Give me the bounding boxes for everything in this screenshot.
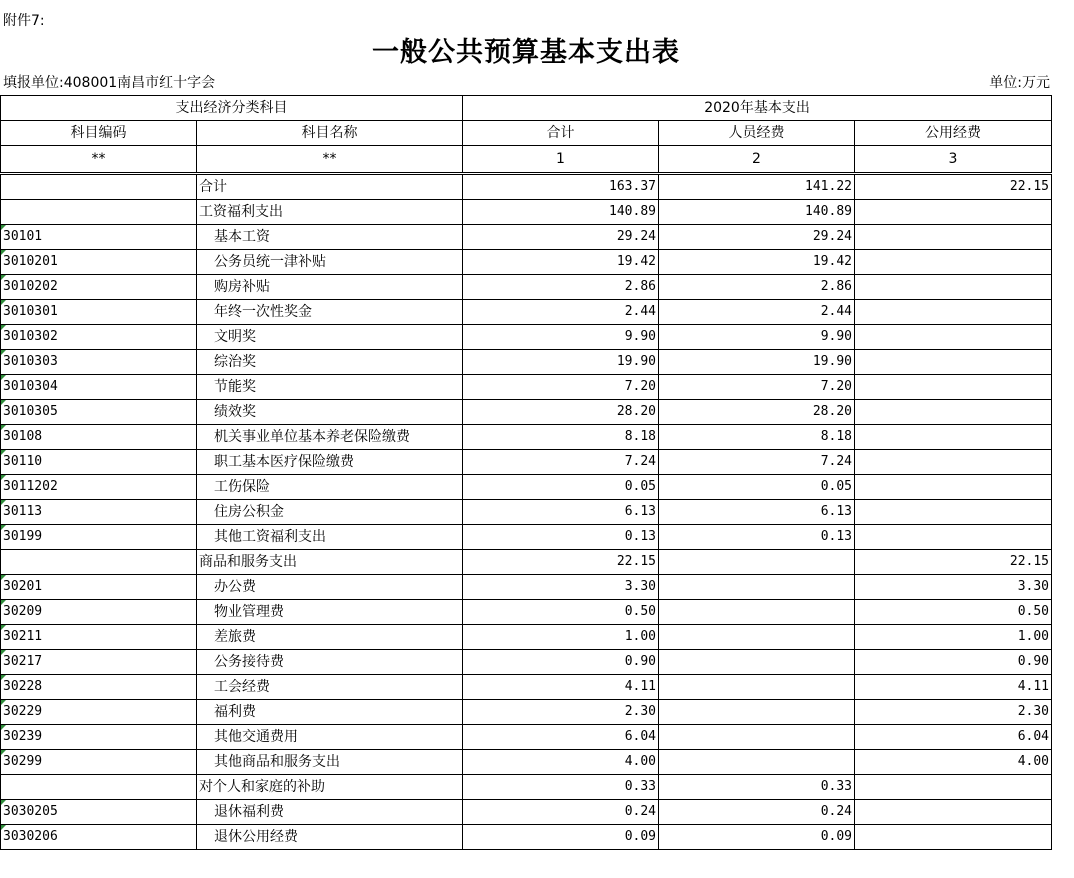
marker-total: 1 [463,146,659,173]
row-code [1,775,197,800]
row-code: 3010201 [1,250,197,275]
row-name: 商品和服务支出 [197,550,463,575]
row-personnel [659,550,855,575]
row-public [855,525,1052,550]
row-total: 0.90 [463,650,659,675]
row-public [855,775,1052,800]
row-name: 合计 [197,175,463,200]
row-total: 8.18 [463,425,659,450]
row-name: 绩效奖 [197,400,463,425]
row-personnel: 0.24 [659,800,855,825]
row-personnel [659,575,855,600]
row-personnel: 9.90 [659,325,855,350]
row-name: 基本工资 [197,225,463,250]
row-name: 公务员统一津补贴 [197,250,463,275]
header-col-personnel: 人员经费 [659,121,855,146]
table-row [1,625,1052,650]
row-code: 3010305 [1,400,197,425]
row-total: 0.09 [463,825,659,850]
row-personnel: 8.18 [659,425,855,450]
row-code [1,175,197,200]
row-personnel [659,650,855,675]
table-row [1,175,1052,200]
row-personnel: 2.44 [659,300,855,325]
row-personnel: 0.13 [659,525,855,550]
row-total: 7.24 [463,450,659,475]
row-personnel: 0.05 [659,475,855,500]
row-name: 其他工资福利支出 [197,525,463,550]
row-personnel: 141.22 [659,175,855,200]
row-personnel [659,750,855,775]
row-total: 3.30 [463,575,659,600]
row-code: 30108 [1,425,197,450]
row-total: 2.30 [463,700,659,725]
row-public [855,425,1052,450]
row-name: 工伤保险 [197,475,463,500]
row-total: 19.90 [463,350,659,375]
row-name: 福利费 [197,700,463,725]
row-total: 1.00 [463,625,659,650]
header-group-right: 2020年基本支出 [463,96,1052,121]
row-code: 30199 [1,525,197,550]
row-name: 对个人和家庭的补助 [197,775,463,800]
row-name: 工会经费 [197,675,463,700]
row-public [855,500,1052,525]
row-code: 30211 [1,625,197,650]
row-public: 2.30 [855,700,1052,725]
table-row [1,775,1052,800]
row-total: 163.37 [463,175,659,200]
marker-code: ** [1,146,197,173]
row-code: 30113 [1,500,197,525]
header-column-row [1,121,1052,146]
header-marker-row [1,146,1052,173]
row-code: 3010302 [1,325,197,350]
reporting-unit: 填报单位:408001南昌市红十字会 [3,75,216,91]
row-code: 3010303 [1,350,197,375]
row-total: 0.24 [463,800,659,825]
table-row [1,225,1052,250]
table-row [1,550,1052,575]
row-name: 退休福利费 [197,800,463,825]
row-total: 2.44 [463,300,659,325]
row-name: 其他交通费用 [197,725,463,750]
table-row [1,675,1052,700]
marker-personnel: 2 [659,146,855,173]
row-public: 22.15 [855,175,1052,200]
row-name: 住房公积金 [197,500,463,525]
row-name: 其他商品和服务支出 [197,750,463,775]
row-name: 文明奖 [197,325,463,350]
header-col-name: 科目名称 [197,121,463,146]
table-row [1,825,1052,850]
table-row [1,800,1052,825]
header-col-code: 科目编码 [1,121,197,146]
row-public: 22.15 [855,550,1052,575]
row-personnel: 29.24 [659,225,855,250]
row-code: 30228 [1,675,197,700]
row-personnel: 7.20 [659,375,855,400]
row-personnel: 19.90 [659,350,855,375]
marker-name: ** [197,146,463,173]
row-name: 购房补贴 [197,275,463,300]
row-code: 30299 [1,750,197,775]
row-personnel [659,600,855,625]
row-public [855,200,1052,225]
row-public [855,250,1052,275]
table-row [1,725,1052,750]
header-col-total: 合计 [463,121,659,146]
table-row [1,400,1052,425]
row-public [855,275,1052,300]
row-code: 30110 [1,450,197,475]
row-total: 0.33 [463,775,659,800]
row-personnel: 19.42 [659,250,855,275]
row-total: 6.04 [463,725,659,750]
row-public [855,350,1052,375]
row-total: 9.90 [463,325,659,350]
row-public [855,800,1052,825]
row-personnel [659,700,855,725]
table-row [1,525,1052,550]
row-total: 4.00 [463,750,659,775]
row-code: 30209 [1,600,197,625]
table-row [1,425,1052,450]
row-total: 28.20 [463,400,659,425]
row-personnel: 140.89 [659,200,855,225]
row-public [855,825,1052,850]
row-total: 4.11 [463,675,659,700]
row-code: 3010202 [1,275,197,300]
row-total: 22.15 [463,550,659,575]
row-total: 0.13 [463,525,659,550]
row-public: 6.04 [855,725,1052,750]
table-row [1,650,1052,675]
table-row [1,300,1052,325]
row-name: 年终一次性奖金 [197,300,463,325]
row-name: 物业管理费 [197,600,463,625]
table-row [1,200,1052,225]
table-row [1,750,1052,775]
row-total: 0.50 [463,600,659,625]
row-public: 1.00 [855,625,1052,650]
table-row [1,700,1052,725]
row-total: 7.20 [463,375,659,400]
row-total: 6.13 [463,500,659,525]
row-code: 3010304 [1,375,197,400]
row-personnel: 7.24 [659,450,855,475]
row-public [855,375,1052,400]
currency-unit: 单位:万元 [989,75,1050,91]
row-personnel: 0.33 [659,775,855,800]
header-group-left: 支出经济分类科目 [1,96,463,121]
row-name: 综治奖 [197,350,463,375]
marker-public: 3 [855,146,1052,173]
row-code: 30239 [1,725,197,750]
row-public [855,225,1052,250]
row-code: 3011202 [1,475,197,500]
page-title: 一般公共预算基本支出表 [372,37,680,68]
row-name: 机关事业单位基本养老保险缴费 [197,425,463,450]
row-personnel [659,675,855,700]
row-public: 0.90 [855,650,1052,675]
table-row [1,250,1052,275]
table-row [1,600,1052,625]
row-public [855,475,1052,500]
row-code: 30229 [1,700,197,725]
row-public [855,300,1052,325]
budget-table [0,95,1052,850]
row-total: 29.24 [463,225,659,250]
row-personnel: 2.86 [659,275,855,300]
row-code [1,200,197,225]
row-code: 3030206 [1,825,197,850]
row-personnel: 6.13 [659,500,855,525]
table-row [1,375,1052,400]
row-public [855,450,1052,475]
row-name: 差旅费 [197,625,463,650]
row-public: 0.50 [855,600,1052,625]
table-row [1,575,1052,600]
row-total: 2.86 [463,275,659,300]
row-total: 0.05 [463,475,659,500]
row-public: 4.11 [855,675,1052,700]
row-personnel [659,625,855,650]
row-code [1,550,197,575]
row-public [855,400,1052,425]
row-public: 3.30 [855,575,1052,600]
row-name: 公务接待费 [197,650,463,675]
header-col-public: 公用经费 [855,121,1052,146]
row-name: 节能奖 [197,375,463,400]
row-code: 3030205 [1,800,197,825]
row-total: 140.89 [463,200,659,225]
row-name: 退休公用经费 [197,825,463,850]
row-name: 办公费 [197,575,463,600]
row-name: 工资福利支出 [197,200,463,225]
row-personnel: 28.20 [659,400,855,425]
table-row [1,450,1052,475]
row-name: 职工基本医疗保险缴费 [197,450,463,475]
table-row [1,475,1052,500]
row-code: 3010301 [1,300,197,325]
row-public: 4.00 [855,750,1052,775]
header-group-row [1,96,1052,121]
row-total: 19.42 [463,250,659,275]
row-personnel: 0.09 [659,825,855,850]
table-row [1,500,1052,525]
table-row [1,325,1052,350]
row-public [855,325,1052,350]
row-code: 30217 [1,650,197,675]
table-row [1,350,1052,375]
row-personnel [659,725,855,750]
row-code: 30101 [1,225,197,250]
row-code: 30201 [1,575,197,600]
table-row [1,275,1052,300]
attachment-label: 附件7: [3,13,45,29]
